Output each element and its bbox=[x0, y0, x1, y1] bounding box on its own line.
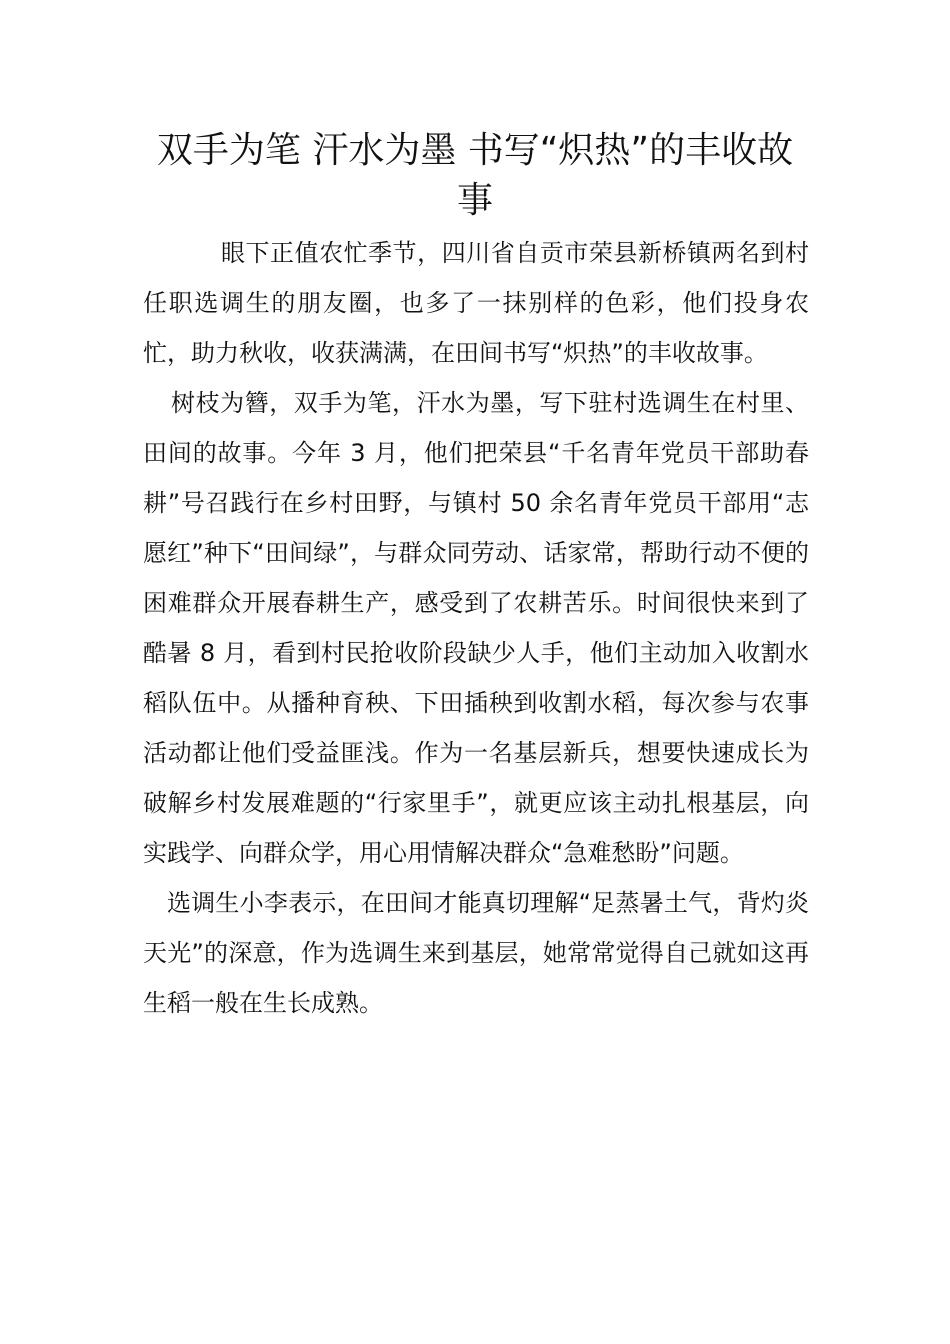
paragraph-intro: 眼下正值农忙季节，四川省自贡市荣县新桥镇两名到村任职选调生的朋友圈，也多了一抹别样的色彩，他们投身农忙，助力秋收，收获满满，在田间书写“炽热”的丰收故事。 bbox=[143, 239, 809, 367]
document-title: 双手为笔 汗水为墨 书写“炽热”的丰收故事 bbox=[156, 130, 794, 221]
paragraph-quote: 选调生小李表示，在田间才能真切理解“足蒸暑土气，背灼炎天光”的深意，作为选调生来到基层，她常常觉得自己就如这再生稻一般在生长成熟。 bbox=[143, 889, 809, 1017]
document-body bbox=[143, 228, 809, 1028]
paragraph-story: 树枝为簪，双手为笔，汗水为墨，写下驻村选调生在村里、田间的故事。今年 3 月，他们把荣县“千名青年党员干部助春耕”号召践行在乡村田野，与镇村 50 余名青年党员干部用“志愿红”种下“田间绿”，与群众同劳动、话家常，帮助行动不便的困难群众开展春耕生产，感受到了农耕苦乐。时间很快来到了酷暑 8 月，看到村民抢收阶段缺少人手，他们主动加入收割水稻队伍中。从播种育秧、下田插秧到收割水稻，每次参与农事活动都让他们受益匪浅。作为一名基层新兵，想要快速成长为破解乡村发展难题的“行家里手”，就更应该主动扎根基层，向实践学、向群众学，用心用情解决群众“急难愁盼”问题。 bbox=[143, 389, 809, 867]
